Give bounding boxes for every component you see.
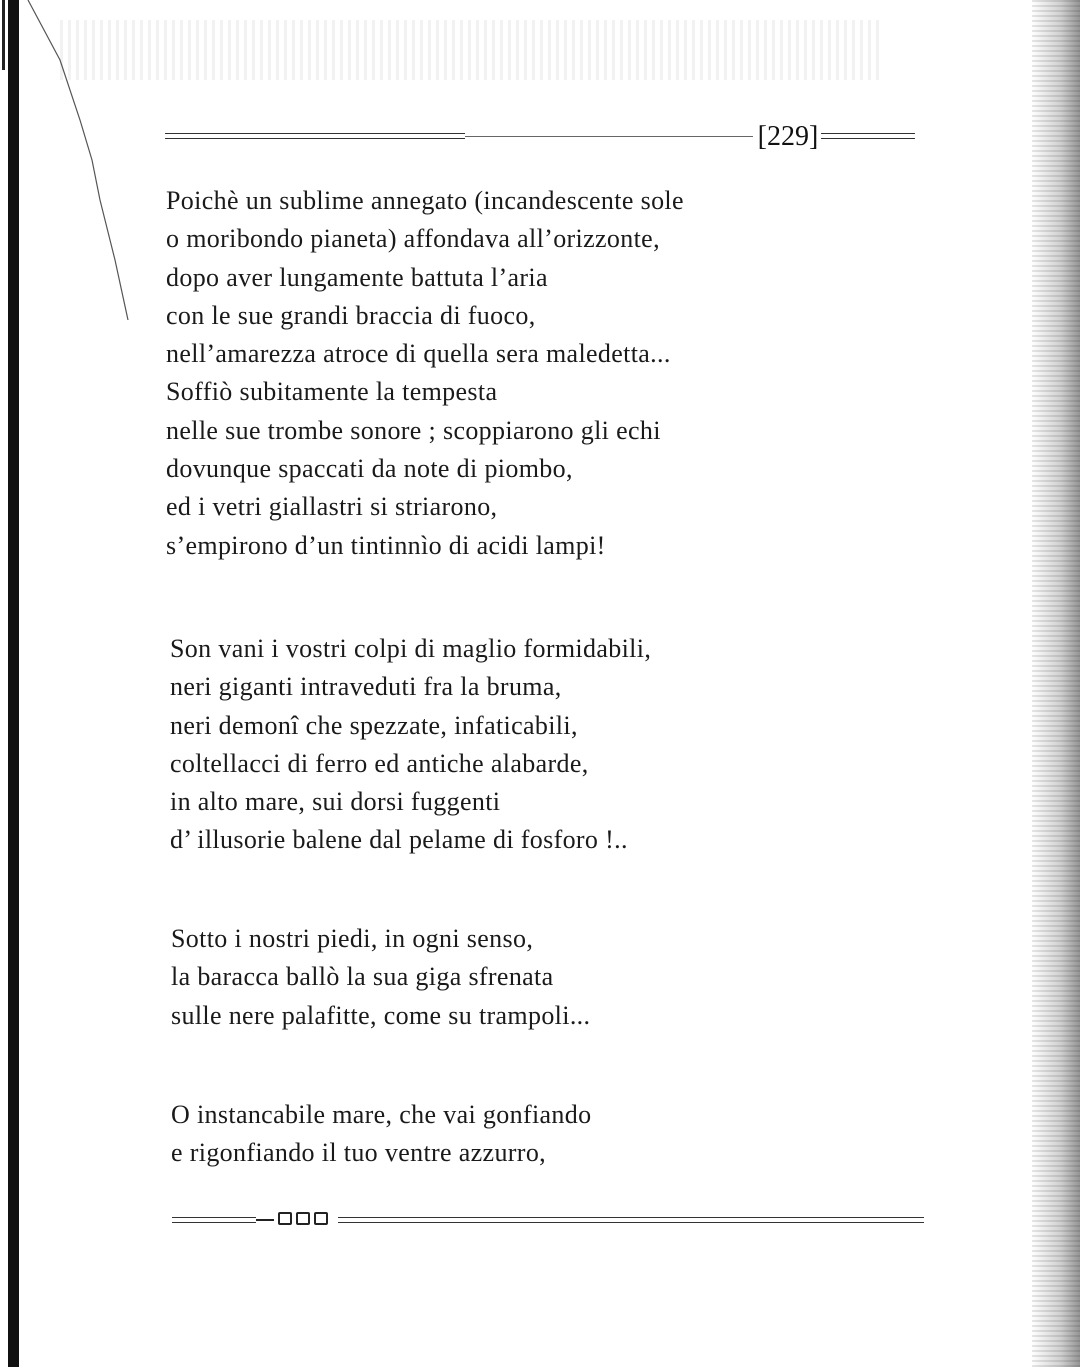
verse-line: coltellacci di ferro ed antiche alabarde,: [170, 748, 589, 778]
stanza: [171, 1096, 591, 1173]
verse-line: d’ illusorie balene dal pelame di fosforo !..: [170, 825, 628, 855]
verse-line: neri demonî che spezzate, infaticabili,: [170, 710, 578, 740]
header-rule-left: [165, 133, 465, 139]
page-number: [229]: [757, 121, 819, 152]
verse-line: la baracca ballò la sua giga sfrenata: [171, 962, 554, 992]
footer-rule-dash: [256, 1219, 274, 1221]
verse-line: sulle nere palafitte, come su trampoli...: [171, 1000, 591, 1030]
footer-rule-left: [172, 1217, 256, 1223]
verse-line: Son vani i vostri colpi di maglio formidabili,: [170, 634, 652, 663]
verse-line: s’empirono d’un tintinnìo di acidi lampi!: [166, 530, 606, 560]
verse-line: neri giganti intraveduti fra la bruma,: [170, 672, 562, 702]
footer-rule-right: [338, 1217, 924, 1223]
verse-line: Sotto i nostri piedi, in ogni senso,: [171, 924, 534, 953]
ornament-square-icon: [296, 1212, 310, 1225]
stanza: [166, 182, 684, 565]
verse-line: e rigonfiando il tuo ventre azzurro,: [171, 1138, 547, 1168]
header-rule-right: [821, 133, 915, 139]
verse-line: nell’amarezza atroce di quella sera maledetta...: [166, 339, 671, 369]
verse-line: Poichè un sublime annegato (incandescente sole: [166, 186, 684, 215]
ornament-square-icon: [314, 1212, 328, 1225]
verse-line: Soffiò subitamente la tempesta: [166, 377, 498, 407]
verse-line: dovunque spaccati da note di piombo,: [166, 454, 573, 484]
page-header: [165, 122, 915, 152]
verse-line: nelle sue trombe sonore ; scoppiarono gli echi: [166, 415, 661, 445]
verse-line: con le sue grandi braccia di fuoco,: [166, 300, 536, 330]
footer-ornament: [172, 1208, 924, 1232]
paper-fold-line: [20, 0, 130, 320]
page-edge-shadow: [1032, 0, 1080, 1367]
stanza: [170, 630, 651, 860]
stanza: [171, 920, 590, 1035]
ornament-square-icon: [278, 1212, 292, 1225]
binding-edge: [2, 0, 5, 70]
verse-line: in alto mare, sui dorsi fuggenti: [170, 787, 501, 817]
verse-line: dopo aver lungamente battuta l’aria: [166, 262, 548, 292]
verse-line: ed i vetri giallastri si striarono,: [166, 492, 498, 522]
binding-shadow: [8, 0, 19, 1367]
verse-line: O instancabile mare, che vai gonfiando: [171, 1100, 592, 1129]
verse-line: o moribondo pianeta) affondava all’orizzonte,: [166, 224, 660, 254]
header-rule-middle: [465, 136, 753, 137]
scan-noise: [60, 20, 880, 80]
